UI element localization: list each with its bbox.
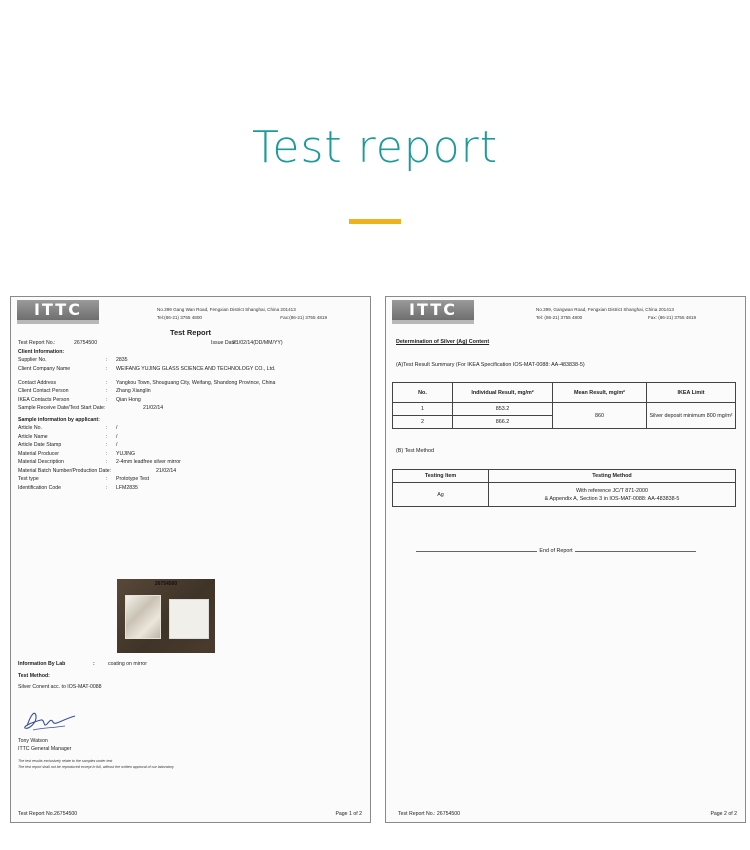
footer-report-no: Test Report No.26754500 xyxy=(18,811,78,817)
table-row: Ag With reference JC/T 871-2000 & Appendix A, Section 3 in IOS-MAT-0088: AA-483838-5 xyxy=(393,483,736,507)
result-table: No. Individual Result, mg/m² Mean Result, mg/m² IKEA Limit 1 853.2 860 Silver deposit minimum 800 mg/m² 2 866.2 xyxy=(392,382,736,429)
report-page-2 xyxy=(385,296,746,823)
ittc-logo: ITTC xyxy=(17,300,99,324)
lab-fields: Information By Lab : coating on mirror Test Method: Silver Conent acc. to IOS-MAT-0088 xyxy=(18,661,147,690)
sample-photo: 26754500 xyxy=(117,579,215,653)
signatory-block: Tony Watson ITTC General Manager xyxy=(18,738,72,752)
footer-page-no: Page 1 of 2 xyxy=(335,811,362,817)
footer-page-no: Page 2 of 2 xyxy=(710,811,737,817)
end-of-report: End of Report xyxy=(416,548,696,554)
footer-report-no: Test Report No.: 26754500 xyxy=(398,811,461,817)
table-row: 2 866.2 xyxy=(393,416,736,429)
accent-divider xyxy=(349,219,401,224)
summary-title: (A)Test Result Summary (For IKEA Specification IOS-MAT-0088: AA-483838-5) xyxy=(396,362,585,368)
table-row: 1 853.2 860 Silver deposit minimum 800 mg/m² xyxy=(393,403,736,416)
report-page-1 xyxy=(10,296,371,823)
lab-address: No.399, Gangwan Road, Fengxian District Shanghai, China 201413 Tel: (86-21) 3755 4800 Fax: (86-21) 3755 4819 xyxy=(536,307,696,320)
lab-address: No.399 Gang Wan Road, Fengxian District Shanghai, China 201413 Tel:(86-21) 3755 4800 Fax:(86-21) 3755 4819 xyxy=(157,307,327,320)
disclaimer: The test results exclusively relate to the samples under test The test report shall not be reproduced except in full, without the written approval of our laboratory xyxy=(18,759,174,769)
report-fields: Test Report No.: 26754500 Issue Date: 21/02/14(DD/MM/YY) Client Information: Supplier No. : 2835 Client Company Name : WEIFANG YUJING GLASS SCIENCE AND TECHNOLOGY CO., Ltd. Contact Address : Yangkou Town, Shouguang City, Weifang, Shandong Province, China Client Contact Person : Zhang Xianglin IKEA Contacts Person : Qian Hong Sample Receive Date/Test Start Date: 21/02/14 Sample information by applicant: Article No. : / Article Name : / Article Date Stamp : / Material Producer : YUJING Material Description : 2-4mm leadfree silver mirror Material Batch Number/Production Date: 21/02/14 Test type : Prototype Test Identification Code : LFM2835 xyxy=(18,340,283,491)
signature xyxy=(21,706,77,736)
page-title: Test report xyxy=(251,122,499,173)
glass-sample xyxy=(169,599,209,639)
report-title: Test Report xyxy=(169,328,212,337)
method-title: (B) Test Method xyxy=(396,448,434,454)
method-table: Testing Item Testing Method Ag With reference JC/T 871-2000 & Appendix A, Section 3 in IOS-MAT-0088: AA-483838-5 xyxy=(392,469,736,507)
ittc-logo: ITTC xyxy=(392,300,474,324)
section-heading: Determination of Silver (Ag) Content xyxy=(396,339,490,345)
mirror-sample xyxy=(125,595,161,639)
